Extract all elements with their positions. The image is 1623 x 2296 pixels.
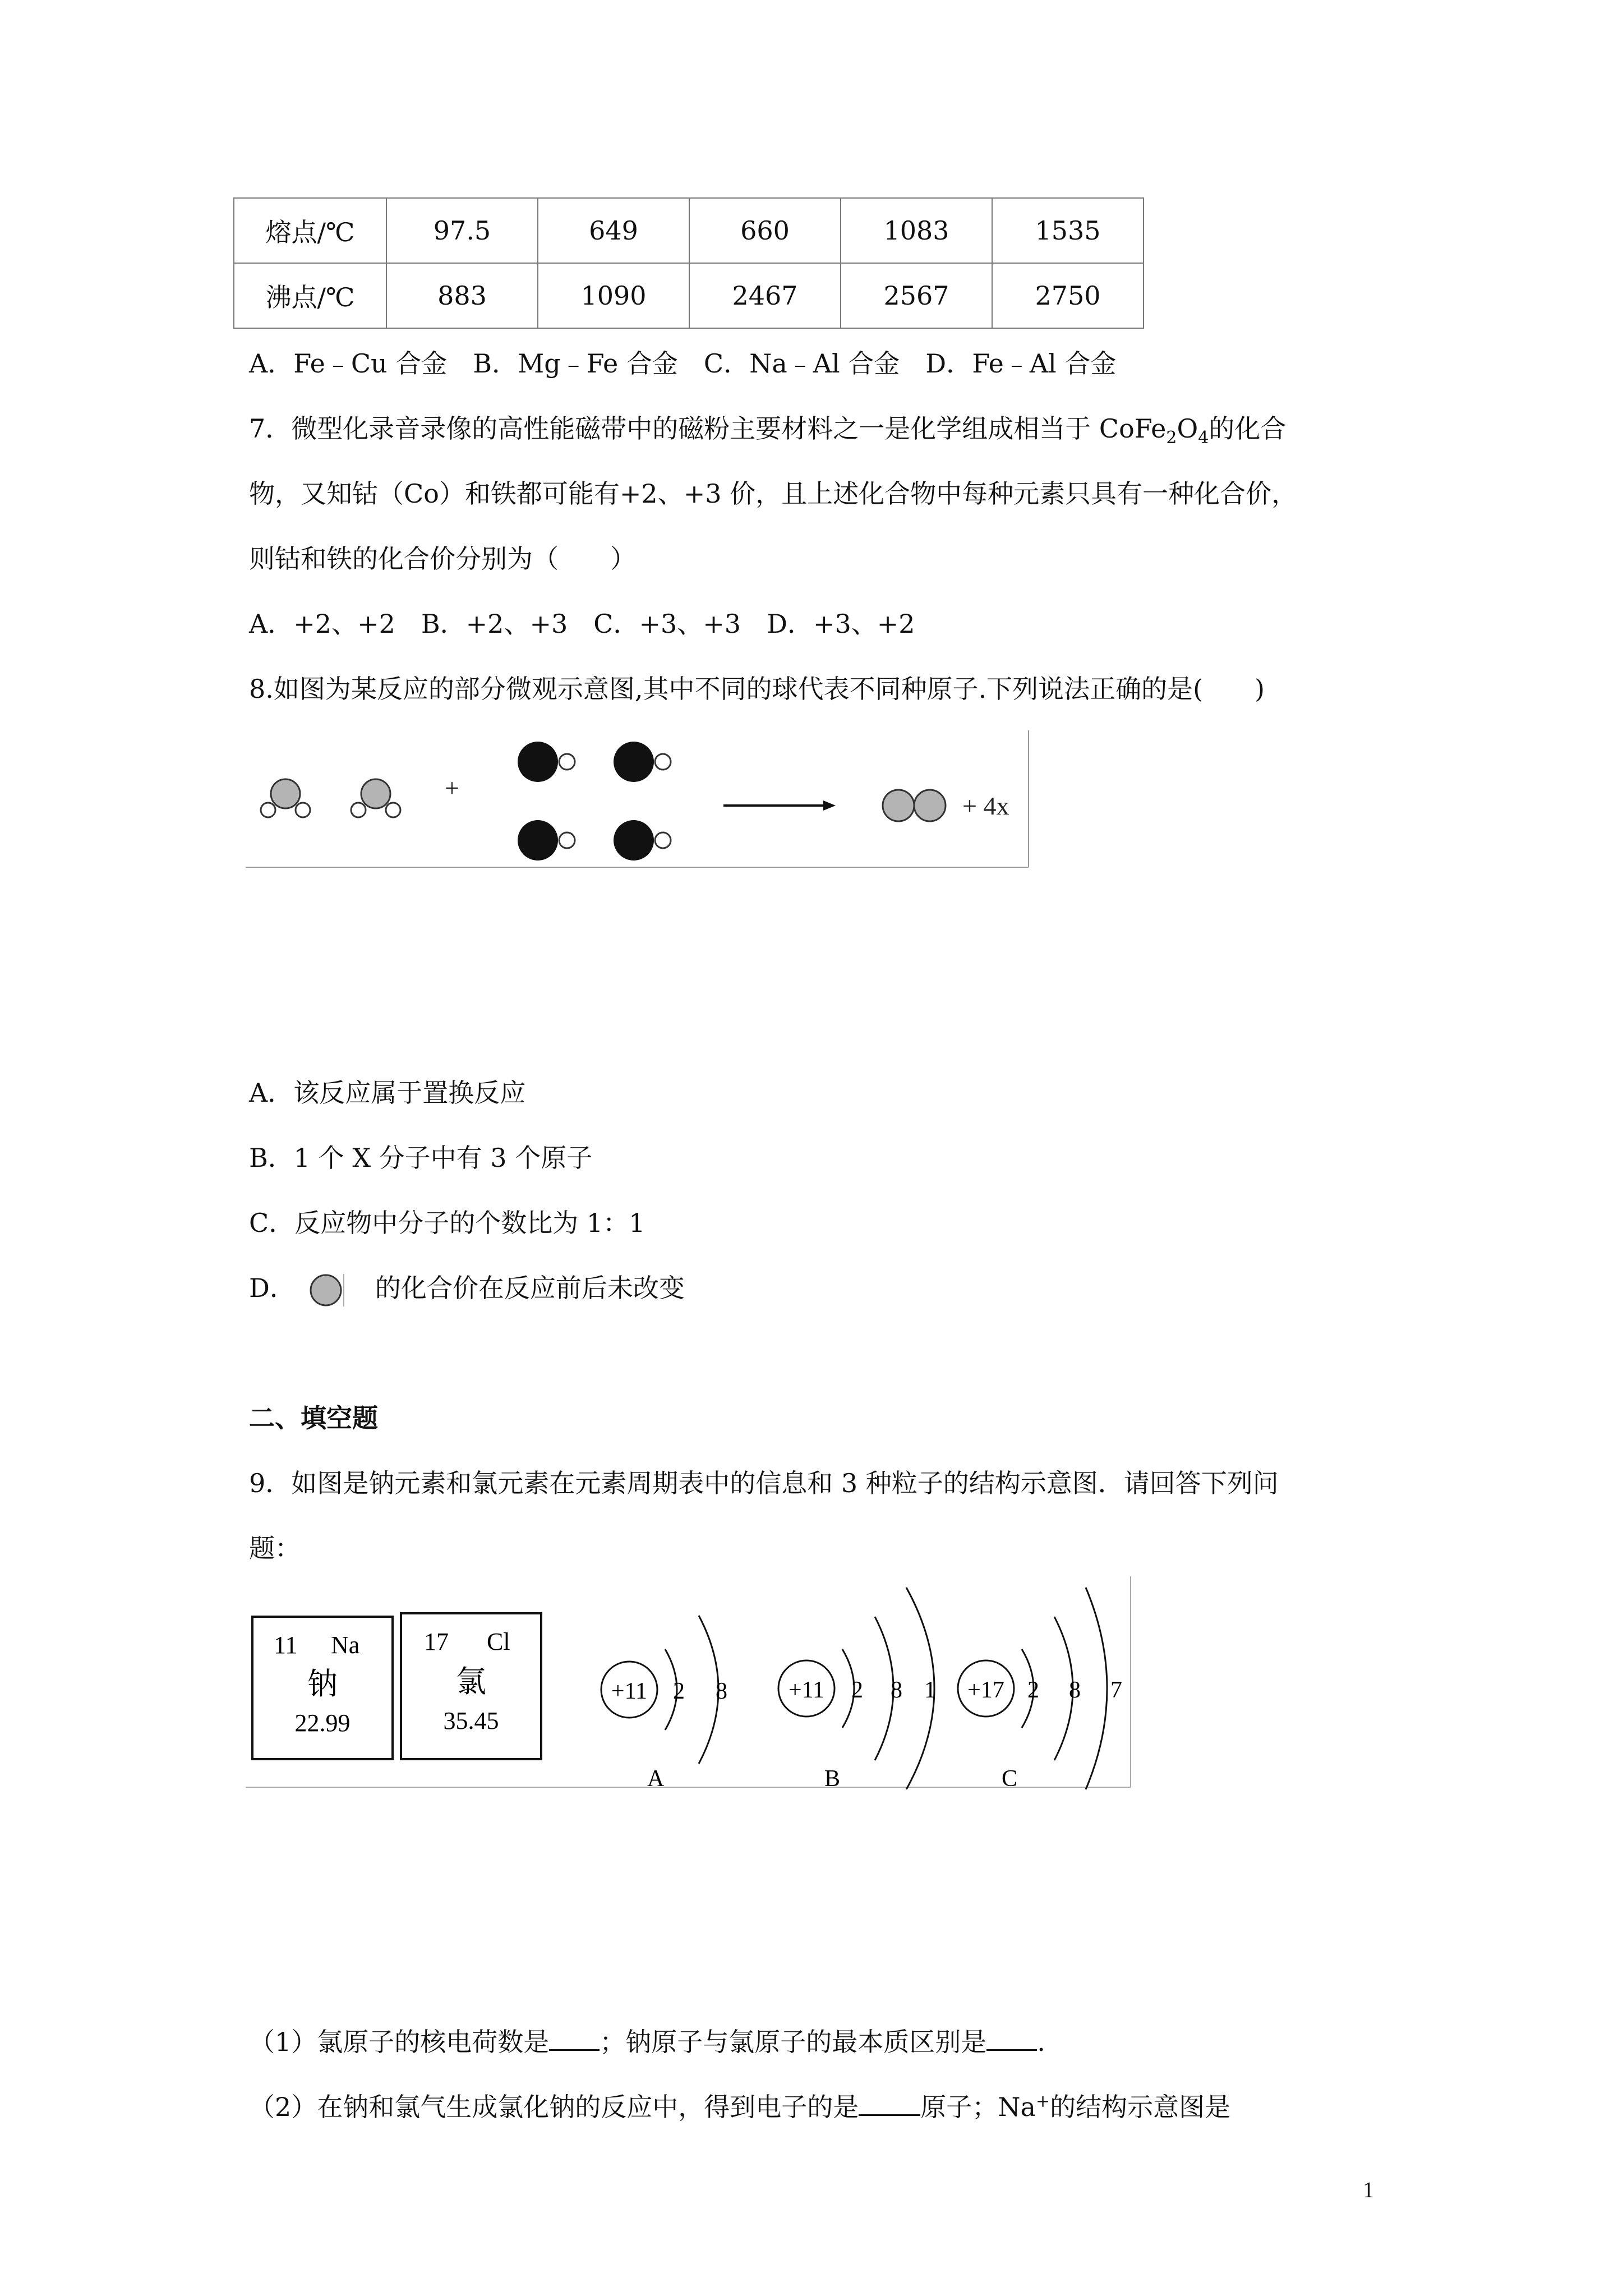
q7-line1: [249, 408, 1286, 448]
element-card-cl: [401, 1613, 541, 1759]
cl-symbol: Cl: [487, 1628, 510, 1655]
reactant-molecule-black: [614, 742, 671, 782]
table-cell: 1535: [992, 198, 1144, 263]
q9-line1: 9．如图是钠元素和氯元素在元素周期表中的信息和 3 种粒子的结构示意图．请回答下列问: [249, 1468, 1279, 1498]
q8-option-d-suffix: 的化合价在反应前后未改变: [375, 1273, 685, 1303]
q9-sub1-c: .: [1037, 2027, 1045, 2057]
na-symbol: Na: [331, 1631, 360, 1659]
table-cell: 649: [538, 198, 689, 263]
q8-stem: 8.如图为某反应的部分微观示意图,其中不同的球代表不同种原子.下列说法正确的是( ): [249, 674, 1265, 704]
plus-sign: +: [445, 774, 459, 802]
q7-line1-pre: 7．微型化录音录像的高性能磁带中的磁粉主要材料之一是化学组成相当于 CoFe: [249, 413, 1166, 444]
atom-b-nucleus: +11: [788, 1677, 825, 1703]
table-cell: 2567: [841, 263, 992, 328]
q7-line1-post: 的化合: [1209, 413, 1287, 444]
row-label-boiling: 沸点/℃: [234, 263, 386, 328]
q9-sub2: [249, 2087, 1230, 2124]
q8-option-d: [249, 1268, 685, 1306]
section-title-fill-blank: 二、填空题: [249, 1403, 378, 1433]
atom-diagram-b: [778, 1588, 936, 1789]
q9-sub2-sup: +: [1035, 2091, 1050, 2111]
reactant-molecule-black: [518, 820, 575, 861]
na-atomic-number: 11: [274, 1631, 298, 1659]
q9-line2: 题：: [249, 1533, 301, 1563]
q7-sub-2: 2: [1166, 428, 1177, 448]
product-x-label: + 4x: [962, 792, 1009, 820]
atom-c-shell-2: 8: [1069, 1677, 1081, 1703]
answer-blank[interactable]: [986, 2027, 1037, 2051]
cl-name: 氯: [456, 1665, 486, 1699]
na-mass: 22.99: [294, 1709, 351, 1737]
reactant-molecule-1: [261, 779, 310, 817]
reaction-arrow: [723, 800, 836, 811]
atom-diagram-c: [958, 1588, 1122, 1789]
cl-atomic-number: 17: [424, 1628, 449, 1655]
table-row: [234, 263, 1144, 328]
reactant-molecule-black: [614, 820, 671, 861]
atom-b-shell-3: 1: [924, 1677, 936, 1703]
table-cell: 97.5: [386, 198, 538, 263]
element-card-na: [252, 1617, 393, 1759]
q9-sub1-b: ；钠原子与氯原子的最本质区别是: [600, 2027, 987, 2057]
q7-options: A．+2、+2 B．+2、+3 C．+3、+3 D．+3、+2: [249, 609, 915, 639]
q7-line3: 则钴和铁的化合价分别为（ ）: [249, 544, 636, 574]
table-cell: 1090: [538, 263, 689, 328]
q9-sub1: [249, 2022, 1045, 2059]
atom-a-label: A: [647, 1766, 665, 1789]
table-cell: 2750: [992, 263, 1144, 328]
gray-atom-icon: [309, 1274, 354, 1306]
q9-sub1-a: （1）氯原子的核电荷数是: [249, 2027, 550, 2057]
atom-b-label: B: [824, 1766, 841, 1789]
q7-line2: 物，又知钴（Co）和铁都可能有+2、+3 价，且上述化合物中每种元素只具有一种化合价，: [249, 478, 1298, 509]
q9-sub2-a: （2）在钠和氯气生成氯化钠的反应中，得到电子的是: [249, 2092, 859, 2122]
q9-sub2-c: 的结构示意图是: [1050, 2092, 1231, 2122]
q9-sub2-b: 原子；Na: [920, 2092, 1036, 2122]
table-cell: 883: [386, 263, 538, 328]
product-molecule: [883, 790, 946, 821]
atom-structure-figure: [246, 1576, 1132, 1789]
table-cell: 1083: [841, 198, 992, 263]
table-row: [234, 198, 1144, 263]
atom-c-nucleus: +17: [967, 1677, 1004, 1703]
answer-blank[interactable]: [859, 2092, 920, 2116]
q8-option-c: C．反应物中分子的个数比为 1：1: [249, 1208, 645, 1238]
q8-option-a: A．该反应属于置换反应: [249, 1078, 526, 1108]
atom-c-shell-1: 2: [1027, 1677, 1039, 1703]
row-label-melting: 熔点/℃: [234, 198, 386, 263]
atom-c-label: C: [1002, 1766, 1018, 1789]
atom-a-shell-2: 8: [716, 1678, 727, 1704]
table-cell: 2467: [689, 263, 841, 328]
cl-mass: 35.45: [443, 1707, 499, 1734]
q7-sub-4: 4: [1198, 428, 1209, 448]
metal-property-table: [233, 197, 1144, 329]
na-name: 钠: [307, 1667, 338, 1701]
answer-blank[interactable]: [549, 2027, 600, 2051]
reactant-molecule-2: [351, 779, 400, 817]
page-number: 1: [1363, 2177, 1374, 2202]
atom-a-shell-1: 2: [673, 1678, 685, 1704]
q8-option-d-prefix: D．: [249, 1273, 296, 1303]
q7-line1-mid: O: [1177, 413, 1198, 444]
atom-b-shell-2: 8: [891, 1677, 902, 1703]
atom-a-nucleus: +11: [611, 1678, 648, 1704]
q6-options: A．Fe﹣Cu 合金 B．Mg﹣Fe 合金 C．Na﹣Al 合金 D．Fe﹣Al 合金: [249, 348, 1117, 379]
table-cell: 660: [689, 198, 841, 263]
atom-diagram-a: [601, 1616, 727, 1789]
reaction-micro-diagram: [246, 730, 1031, 868]
atom-c-shell-3: 7: [1110, 1677, 1122, 1703]
q8-option-b: B．1 个 X 分子中有 3 个原子: [249, 1143, 593, 1173]
reactant-molecule-black: [518, 742, 575, 782]
atom-b-shell-1: 2: [851, 1677, 863, 1703]
